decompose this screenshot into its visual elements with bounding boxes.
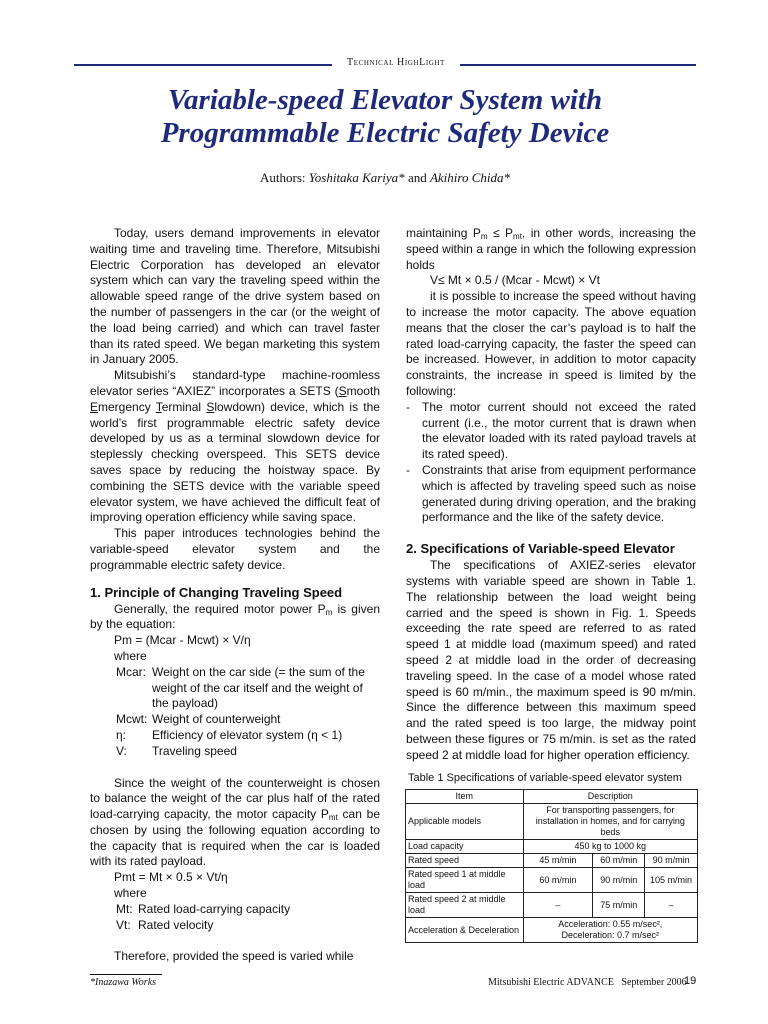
table-cell	[523, 918, 697, 943]
section-2-heading: 2. Specifications of Variable-speed Elevator	[406, 541, 675, 557]
def1-description: Weight of counterweight	[152, 712, 281, 727]
def1-description: Weight on the car side (= the sum of the weight of the car itself and the weight of the payload)	[152, 664, 365, 711]
left-column	[90, 226, 380, 965]
table-cell: Rated speed 1 at middle load	[406, 868, 524, 893]
right-column	[406, 226, 696, 764]
def1-description: Traveling speed	[152, 743, 237, 758]
continuation-paragraph	[406, 226, 696, 273]
table-cell: 90 m/min	[645, 854, 698, 868]
where-1: where	[114, 648, 147, 663]
table-caption: Table 1 Specifications of variable-speed elevator system	[408, 772, 682, 784]
def1-term: Mcwt:	[116, 712, 148, 727]
def1-term: η:	[116, 727, 127, 742]
sets-text-b: lowdown) device, which is the world’s first programmable electric safety device developed by us as a terminal slowdown device for steplessly checking overspeed. This SETS device saves space by reducing the hoistway space. By combining the SETS device with the variable speed elevator system, we have achieved the difficult feat of improving operation efficiency while saving space.	[90, 399, 380, 525]
table-cell: Applicable models	[406, 804, 524, 840]
continuation-text-b: ≤ P	[487, 226, 514, 240]
table-cell: –	[645, 893, 698, 918]
footnote-rule	[90, 974, 162, 975]
table-header-description: Description	[523, 790, 697, 804]
table-row	[406, 918, 698, 943]
counterweight-text-b: can be chosen by using the following equation according to the capacity that is required when the car is loaded with its rated payload.	[90, 807, 380, 869]
continuation-sub-2: mt	[513, 232, 522, 241]
list-item	[406, 400, 696, 463]
def1-term: Mcar:	[116, 664, 146, 679]
table-row	[406, 868, 698, 893]
list-item	[406, 463, 696, 526]
table-cell: For transporting passengers, for installation in homes, and for carrying beds	[523, 804, 697, 840]
table-cell: 75 m/min	[593, 893, 645, 918]
motor-power-text-b: is given by the equation:	[90, 601, 380, 632]
bullet-text: Constraints that arise from equipment performance which is affected by traveling speed such as noise generated during driving operation, and the braking performance and the like of the safety device.	[422, 462, 696, 525]
table-row	[406, 804, 698, 840]
def2-description: Rated load-carrying capacity	[138, 901, 291, 916]
acceleration-value: Acceleration: 0.55 m/sec²,	[558, 919, 663, 929]
header-rule-left	[74, 64, 332, 66]
counterweight-sub: mt	[328, 813, 338, 823]
deceleration-value: Deceleration: 0.7 m/sec²	[561, 930, 660, 940]
table-row	[406, 840, 698, 854]
specifications-table	[405, 789, 698, 943]
bullet-dash: -	[406, 399, 410, 414]
sets-text-a: Mitsubishi’s standard-type machine-roomless elevator series “AXIEZ” incorporates a SETS (	[90, 368, 380, 398]
capacity-paragraph: it is possible to increase the speed without having to increase the motor capacity. The above equation means that the closer the car’s payload is to half the rated load-carrying capacity, the faster the speed can be increased. However, in addition to motor capacity constraints, the increase in speed is limited by the following:	[406, 289, 696, 398]
constraints-list	[406, 400, 696, 526]
table-cell: 105 m/min	[645, 868, 698, 893]
table-cell: 60 m/min	[523, 868, 593, 893]
definition-list-1	[90, 665, 380, 760]
def1-description: Efficiency of elevator system (η < 1)	[152, 727, 343, 742]
table-cell: 45 m/min	[523, 854, 593, 868]
equation-3: V≤ Mt × 0.5 / (Mcar - Mcwt) × Vt	[430, 273, 600, 288]
author-2: Akihiro Chida*	[429, 170, 511, 185]
specifications-paragraph: The specifications of AXIEZ-series elevator systems with variable speed are shown in Table 1. The relationship between the load weight being carried and the speed is shown in Fig. 1. Speeds exceeding the rate speed are referred to as rated speed 1 at middle load (maximum speed) and rated speed 2 at middle load in the order of decreasing traveling speed. In the case of a model whose rated speed is 60 m/min., the maximum speed is 90 m/min. Since the difference between this maximum speed and the rated speed is too large, the midway point between these figures or 75 m/min. is set as the rated speed 2 at middle load for higher operation efficiency.	[406, 558, 696, 762]
where-2: where	[114, 886, 147, 901]
bullet-text: The motor current should not exceed the rated current (i.e., the motor current that is drawn when the elevator loaded with its rated payload travels at its rated speed).	[422, 399, 696, 462]
journal-name: Mitsubishi Electric ADVANCE September 2006	[488, 977, 687, 988]
therefore-paragraph: Therefore, provided the speed is varied while	[114, 949, 354, 964]
table-cell: Rated speed 2 at middle load	[406, 893, 524, 918]
table-row	[406, 854, 698, 868]
sets-word-terminal: erminal	[161, 399, 202, 414]
sets-letter-t: T	[155, 399, 162, 414]
motor-power-sub: m	[325, 607, 333, 617]
authors-label: Authors:	[259, 170, 306, 185]
counterweight-paragraph	[90, 776, 380, 871]
continuation-text-a: maintaining P	[406, 226, 481, 240]
table-cell: 60 m/min	[593, 854, 645, 868]
table-cell: Load capacity	[406, 840, 524, 854]
intro-paragraph: Today, users demand improvements in elevator waiting time and traveling time. Therefore, Mitsubishi Electric Corporation has developed an elevator system which can vary the traveling speed within the allowable speed range of the drive system based on the number of passengers in the car (or the weight of the load being carried) and which can travel faster than its rated speed. We began marketing this system in January 2005.	[90, 226, 380, 367]
authors-line	[60, 170, 710, 186]
def2-description: Rated velocity	[138, 917, 214, 932]
sets-word-emergency: mergency	[98, 399, 151, 414]
title-line-1: Variable-speed Elevator System with	[167, 84, 603, 116]
section-label: Technical HighLight	[347, 57, 445, 68]
bullet-dash: -	[406, 462, 410, 477]
footnote: *Inazawa Works	[90, 977, 157, 988]
header-rule-right	[460, 64, 696, 66]
def2-term: Vt:	[116, 917, 131, 932]
overview-paragraph: This paper introduces technologies behind the variable-speed elevator system and the programmable electric safety device.	[90, 526, 380, 572]
page-number: 19	[684, 975, 697, 987]
table-row	[406, 790, 698, 804]
article-title	[60, 84, 710, 150]
sets-paragraph	[90, 368, 380, 526]
table-cell: 450 kg to 1000 kg	[523, 840, 697, 854]
sets-letter-e: E	[90, 399, 99, 414]
table-cell: 90 m/min	[593, 868, 645, 893]
author-1: Yoshitaka Kariya*	[308, 170, 405, 185]
continuation-sub-1: m	[480, 232, 488, 241]
table-cell: Acceleration & Deceleration	[406, 918, 524, 943]
table-cell: –	[523, 893, 593, 918]
sets-letter-s2: S	[206, 399, 215, 414]
table-header-item: Item	[406, 790, 524, 804]
equation-1: Pm = (Mcar - Mcwt) × V/η	[114, 633, 251, 648]
table-cell: Rated speed	[406, 854, 524, 868]
def1-term: V:	[116, 743, 127, 758]
continuation-text-c: , in other words, increasing the speed within a range in which the following expression holds	[406, 226, 696, 272]
authors-conj: and	[407, 170, 427, 185]
definition-list-2	[90, 902, 380, 934]
counterweight-text-a: Since the weight of the counterweight is chosen to balance the weight of the car plus half of the rated load-carrying capacity, the motor capacity P	[90, 775, 380, 822]
title-line-2: Programmable Electric Safety Device	[160, 117, 610, 149]
motor-power-paragraph	[90, 602, 380, 634]
section-1-heading: 1. Principle of Changing Traveling Speed	[90, 584, 343, 600]
sets-word-smooth: mooth	[346, 383, 380, 398]
equation-2: Pmt = Mt × 0.5 × Vt/η	[114, 870, 228, 885]
def2-term: Mt:	[116, 901, 133, 916]
table-row	[406, 893, 698, 918]
motor-power-text-a: Generally, the required motor power P	[114, 601, 326, 616]
sets-letter-s: S	[338, 383, 347, 398]
